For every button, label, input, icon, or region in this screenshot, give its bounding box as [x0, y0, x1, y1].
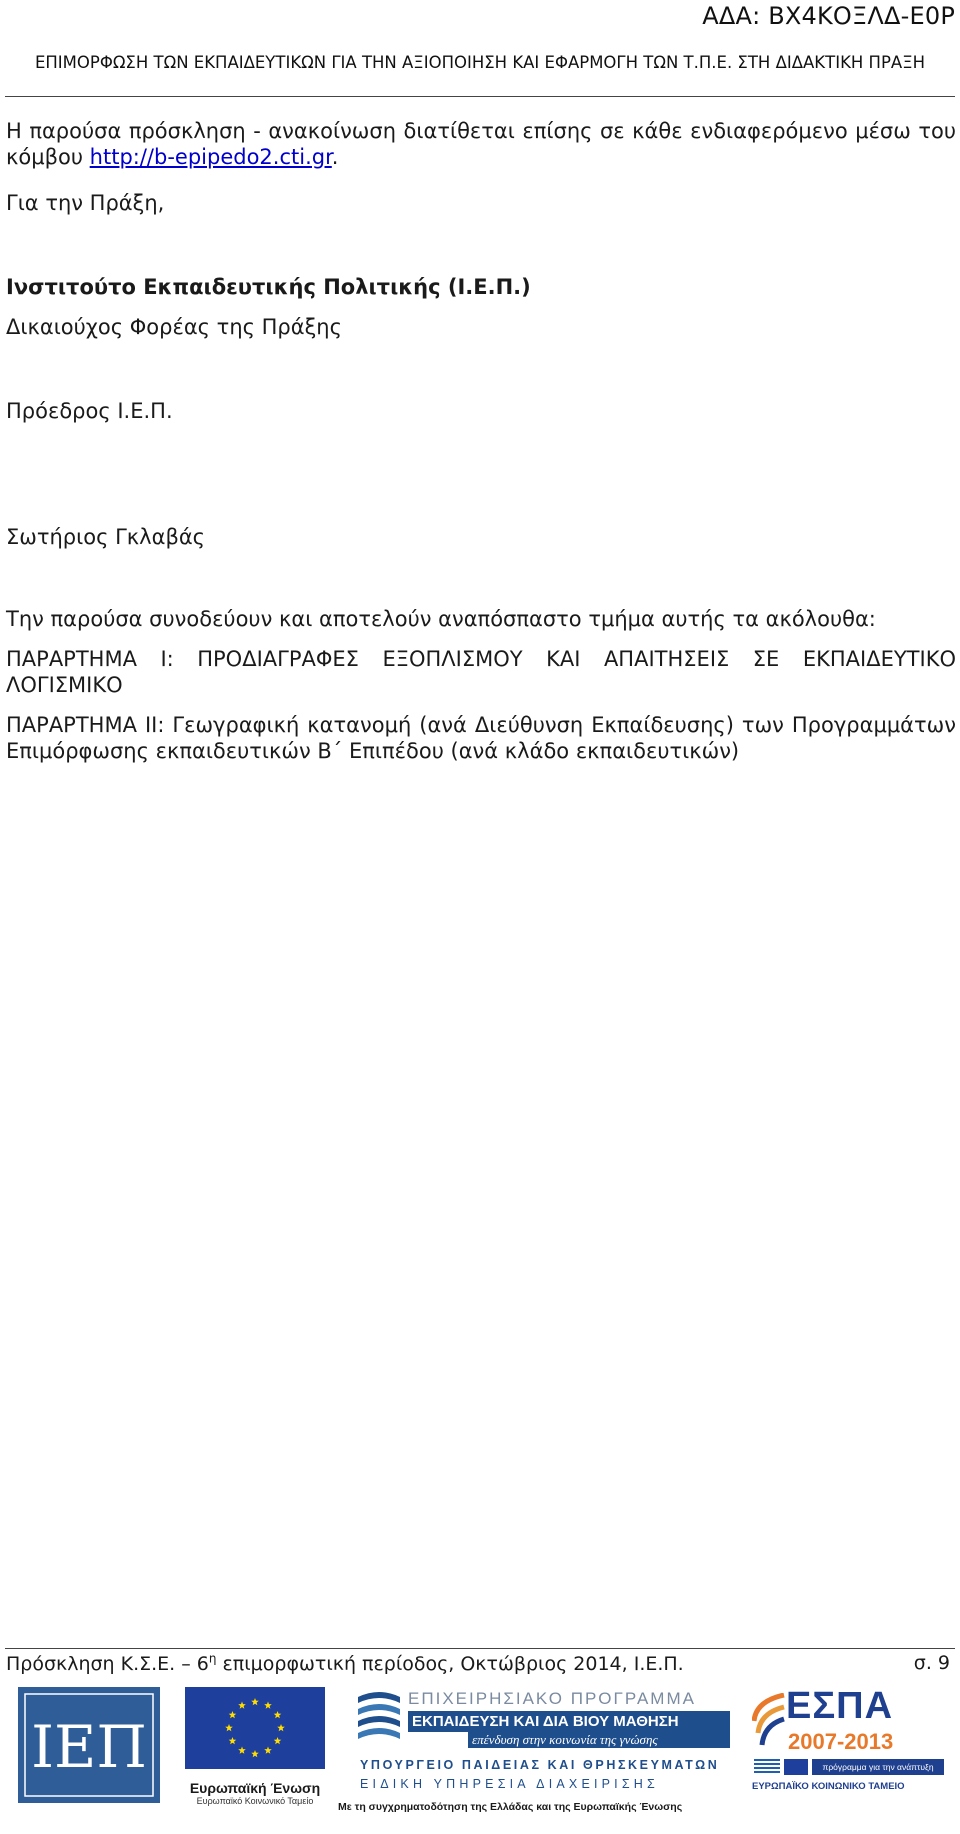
for-praxi-text: Για την Πράξη,: [6, 191, 165, 215]
ada-code: ΑΔΑ: ΒΧ4ΚΟΞΛΔ-Ε0Ρ: [702, 2, 955, 30]
service-name: ΕΙΔΙΚΗ ΥΠΗΡΕΣΙΑ ΔΙΑΧΕΙΡΙΣΗΣ: [360, 1777, 659, 1791]
annex-2: ΠΑΡΑΡΤΗΜΑ ΙΙ: Γεωγραφική κατανομή (ανά Διεύθυνση Εκπαίδευσης) των Προγραμμάτων Επιμόρφωσης εκπαιδευτικών Β΄ Επιπέδου (ανά κλάδο εκπαιδευτικών): [6, 713, 956, 763]
eu-flag-icon: [182, 1687, 328, 1769]
op-line2: ΕΚΠΑΙΔΕΥΣΗ ΚΑΙ ΔΙΑ ΒΙΟΥ ΜΑΘΗΣΗ: [408, 1711, 730, 1732]
op-emblem-icon: [356, 1689, 402, 1749]
iep-logo-text: ΙΕΠ: [31, 1713, 147, 1781]
signatory-name: Σωτήριος Γκλαβάς: [6, 525, 206, 549]
intro-paragraph: [6, 118, 956, 170]
espa-fund: ΕΥΡΩΠΑΪΚΟ ΚΟΙΝΩΝΙΚΟ ΤΑΜΕΙΟ: [752, 1781, 905, 1792]
footer-superscript: η: [208, 1651, 217, 1666]
annex-intro: Την παρούσα συνοδεύουν και αποτελούν αναπόσπαστο τμήμα αυτής τα ακόλουθα:: [6, 607, 876, 631]
footer-text-part2: επιμορφωτική περίοδος, Οκτώβριος 2014, Ι.Ε.Π.: [216, 1653, 684, 1675]
president-title: Πρόεδρος Ι.Ε.Π.: [6, 399, 173, 423]
op-slogan: επένδυση στην κοινωνία της γνώσης: [468, 1732, 730, 1748]
organization-name: Ινστιτούτο Εκπαιδευτικής Πολιτικής (Ι.Ε.Π.): [6, 275, 531, 299]
op-logo: [338, 1689, 732, 1829]
eu-logo: [182, 1687, 328, 1806]
intro-end: .: [331, 145, 339, 169]
organization-role: Δικαιούχος Φορέας της Πράξης: [6, 315, 342, 339]
footer-text: [6, 1652, 684, 1676]
espa-years: 2007-2013: [788, 1729, 894, 1754]
header-rule: [5, 96, 955, 97]
espa-logo: [752, 1685, 952, 1799]
espa-motto: πρόγραμμα για την ανάπτυξη: [812, 1759, 944, 1775]
footer-logos: [0, 1683, 960, 1834]
footer-text-part1: Πρόσκληση Κ.Σ.Ε. – 6: [6, 1653, 209, 1675]
ministry-name: ΥΠΟΥΡΓΕΙΟ ΠΑΙΔΕΙΑΣ ΚΑΙ ΘΡΗΣΚΕΥΜΑΤΩΝ: [360, 1758, 720, 1772]
footer-rule: [5, 1648, 955, 1649]
espa-eu-flag-icon: [784, 1759, 808, 1775]
cofund-text: Με τη συγχρηματοδότηση της Ελλάδας και της Ευρωπαϊκής Ένωσης: [338, 1801, 683, 1813]
eu-fund: Ευρωπαϊκό Κοινωνικό Ταμείο: [196, 1796, 314, 1806]
op-line1: ΕΠΙΧΕΙΡΗΣΙΑΚΟ ΠΡΟΓΡΑΜΜΑ: [408, 1689, 696, 1708]
iep-logo: [18, 1687, 160, 1803]
document-header-title: ΕΠΙΜΟΡΦΩΣΗ ΤΩΝ ΕΚΠΑΙΔΕΥΤΙΚΩΝ ΓΙΑ ΤΗΝ ΑΞΙΟΠΟΙΗΣΗ ΚΑΙ ΕΦΑΡΜΟΓΗ ΤΩΝ Τ.Π.Ε. ΣΤΗ ΔΙΔΑΚΤΙΚΗ ΠΡΑΞΗ: [34, 53, 926, 72]
greek-flag-icon: [754, 1759, 780, 1775]
eu-name: Ευρωπαϊκή Ένωση: [189, 1780, 321, 1796]
annex-1: ΠΑΡΑΡΤΗΜΑ Ι: ΠΡΟΔΙΑΓΡΑΦΕΣ ΕΞΟΠΛΙΣΜΟΥ ΚΑΙ ΑΠΑΙΤΗΣΕΙΣ ΣΕ ΕΚΠΑΙΔΕΥΤΙΚΟ ΛΟΓΙΣΜΙΚΟ: [6, 647, 956, 697]
intro-text: Η παρούσα πρόσκληση - ανακοίνωση διατίθεται επίσης σε κάθε ενδιαφερόμενο μέσω του κόμβου: [6, 119, 956, 169]
portal-link[interactable]: http://b-epipedo2.cti.gr: [89, 145, 332, 169]
espa-swoosh-icon: [752, 1693, 786, 1749]
espa-name: ΕΣΠΑ: [786, 1685, 894, 1727]
page-number: σ. 9: [913, 1652, 950, 1674]
